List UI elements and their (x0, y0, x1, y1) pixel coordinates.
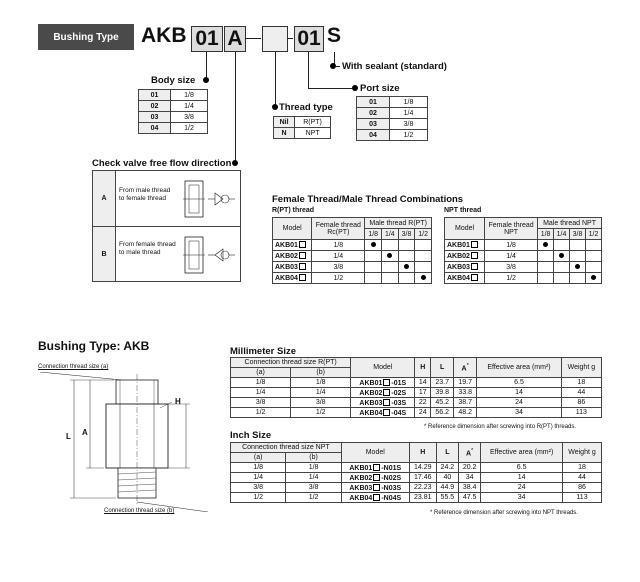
match-dot-icon (387, 253, 392, 258)
bushing-type-badge: Bushing Type (38, 24, 134, 50)
table-row: 1/8 1/8 AKB01 -N01S 14.29 24.2 20.2 6.5 18 (231, 463, 602, 473)
bushing-drawing (40, 372, 210, 512)
placeholder-square-icon (299, 274, 306, 281)
sealant-label: With sealant (standard) (342, 61, 447, 72)
table-row: 3/8 3/8 AKB03 -03S 22 45.2 38.7 24 86 (231, 398, 602, 408)
sealant-code: S (327, 24, 342, 47)
match-dot-icon (559, 253, 564, 258)
dim-l-label: L (66, 432, 71, 441)
match-dot-icon (421, 275, 426, 280)
placeholder-square-icon (471, 263, 478, 270)
placeholder-square-icon (383, 389, 390, 396)
combo-row: AKB02 1/4 (273, 251, 432, 262)
mm-note: * Reference dimension after screwing into R(PT) threads. (424, 424, 577, 430)
check-valve-title: Check valve free flow direction (92, 158, 232, 169)
combo-row: AKB02 1/4 (445, 251, 602, 262)
placeholder-square-icon (471, 252, 478, 259)
inch-title: Inch Size (230, 430, 272, 441)
combo-title: Female Thread/Male Thread Combinations (272, 194, 464, 205)
port-size-table: 01 1/8 02 1/4 03 3/8 04 1/2 (356, 96, 428, 141)
table-row: 1/2 1/2 AKB04 -04S 24 56.2 48.2 34 113 (231, 408, 602, 418)
table-row: 1/2 1/2 AKB04 -N04S 23.81 55.5 47.5 34 113 (231, 493, 602, 503)
dim-a-label: A (82, 428, 88, 437)
dim-h-label: H (175, 397, 181, 406)
combo-row: AKB03 3/8 (445, 262, 602, 273)
conn-a-label: Connection thread size (a) (38, 364, 109, 370)
placeholder-square-icon (299, 263, 306, 270)
check-valve-table: A From male thread to female thread B From female thread to male thread (92, 170, 241, 282)
placeholder-square-icon (373, 484, 380, 491)
valve-direction-code: A (224, 26, 246, 52)
thread-type-title: Thread type (279, 102, 333, 113)
placeholder-square-icon (373, 464, 380, 471)
placeholder-square-icon (299, 252, 306, 259)
match-dot-icon (371, 242, 376, 247)
placeholder-square-icon (373, 474, 380, 481)
body-size-code: 01 (191, 26, 223, 52)
placeholder-square-icon (471, 274, 478, 281)
placeholder-square-icon (383, 399, 390, 406)
placeholder-square-icon (383, 409, 390, 416)
combo-row: AKB03 3/8 (273, 262, 432, 273)
section-title: Bushing Type: AKB (38, 339, 150, 353)
placeholder-square-icon (299, 241, 306, 248)
match-dot-icon (575, 264, 580, 269)
match-dot-icon (543, 242, 548, 247)
table-row: 1/8 1/8 AKB01 -01S 14 23.7 19.7 6.5 18 (231, 378, 602, 388)
match-dot-icon (404, 264, 409, 269)
table-row: 1/4 1/4 AKB02 -N02S 17.46 40 34 14 44 (231, 473, 602, 483)
valve-symbol-a-icon (183, 175, 237, 223)
port-size-code: 01 (294, 26, 324, 52)
mm-title: Millimeter Size (230, 346, 296, 357)
placeholder-square-icon (373, 494, 380, 501)
combo-row: AKB01 1/8 (445, 240, 602, 251)
inch-size-table: Connection thread size NPT Model H L A* Effective area (mm²) Weight g (a) (b) 1/8 1/8 AKB01 -N01S 14.29 24.2 20.2 6.5 18 1/4 1/4 AKB02 -N02S 17.46 40 34 14 44 3/8 3/8 AKB03 -N03S 22.23 44.9 38.4 24 86 1/2 1/2 AKB04 -N04S 23.81 55.5 47.5 34 113 (230, 442, 602, 503)
rpt-combo-table: Model Female thread Rc(PT) Male thread R(PT) 1/8 1/4 3/8 1/2 AKB01 1/8 AKB02 1/4 AKB03 3/8 AKB04 1/2 (272, 217, 432, 284)
combo-row: AKB04 1/2 (273, 273, 432, 284)
model-prefix: AKB (141, 24, 187, 47)
mm-size-table: Connection thread size R(PT) Model H L A* Effective area (mm²) Weight g (a) (b) 1/8 1/8 AKB01 -01S 14 23.7 19.7 6.5 18 1/4 1/4 AKB02 -02S 17 39.8 33.8 14 44 3/8 3/8 AKB03 -03S 22 45.2 38.7 24 86 1/2 1/2 AKB04 -04S 24 56.2 48.2 34 113 (230, 357, 602, 418)
thread-type-table: Nil R(PT) N NPT (273, 116, 331, 139)
match-dot-icon (591, 275, 596, 280)
combo-row: AKB01 1/8 (273, 240, 432, 251)
inch-note: * Reference dimension after screwing into NPT threads. (430, 510, 578, 516)
conn-b-label: Connection thread size (b) (104, 508, 175, 514)
npt-combo-table: Model Female thread NPT Male thread NPT 1/8 1/4 3/8 1/2 AKB01 1/8 AKB02 1/4 AKB03 3/8 AKB04 1/2 (444, 217, 602, 284)
body-size-table: 01 1/8 02 1/4 03 3/8 04 1/2 (138, 89, 208, 134)
combo-row: AKB04 1/2 (445, 273, 602, 284)
thread-type-box (262, 26, 288, 52)
table-row: 3/8 3/8 AKB03 -N03S 22.23 44.9 38.4 24 86 (231, 483, 602, 493)
table-row: 1/4 1/4 AKB02 -02S 17 39.8 33.8 14 44 (231, 388, 602, 398)
rpt-thread-title: R(PT) thread (272, 207, 314, 214)
body-size-title: Body size (151, 75, 196, 86)
placeholder-square-icon (471, 241, 478, 248)
valve-symbol-b-icon (183, 231, 237, 279)
port-size-title: Port size (360, 83, 400, 94)
npt-thread-title: NPT thread (444, 207, 482, 214)
placeholder-square-icon (383, 379, 390, 386)
